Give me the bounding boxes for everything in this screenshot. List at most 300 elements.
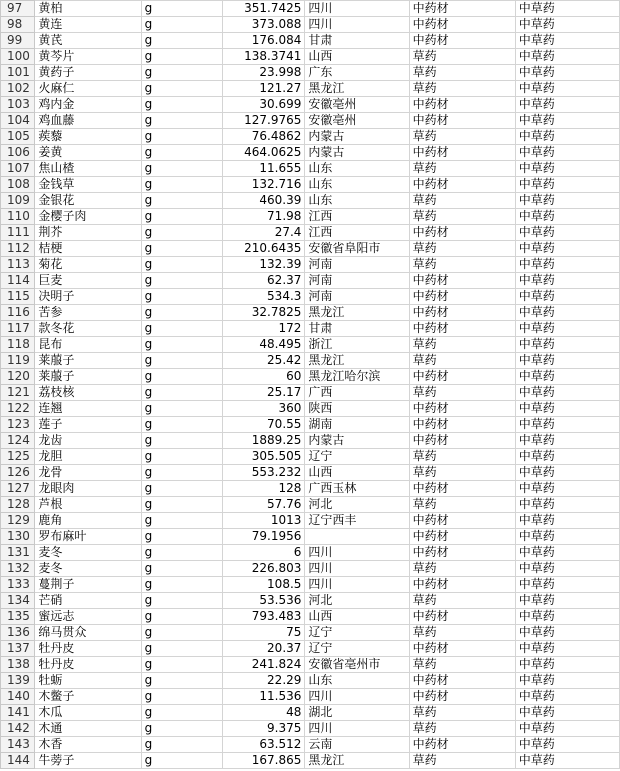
row-number[interactable]: 102	[1, 81, 35, 97]
cell-name[interactable]: 款冬花	[35, 321, 141, 337]
row-number[interactable]: 134	[1, 593, 35, 609]
cell-name[interactable]: 木香	[35, 737, 141, 753]
row-number[interactable]: 115	[1, 289, 35, 305]
cell-origin[interactable]: 安徽省阜阳市	[305, 241, 409, 257]
cell-quantity[interactable]: 351.7425	[223, 1, 305, 17]
cell-category[interactable]: 草药	[409, 337, 515, 353]
cell-category[interactable]: 中药材	[409, 417, 515, 433]
cell-unit[interactable]: g	[141, 609, 223, 625]
cell-category[interactable]: 中药材	[409, 689, 515, 705]
cell-category[interactable]: 草药	[409, 625, 515, 641]
cell-origin[interactable]: 陕西	[305, 401, 409, 417]
cell-unit[interactable]: g	[141, 417, 223, 433]
row-number[interactable]: 142	[1, 721, 35, 737]
cell-origin[interactable]: 甘肃	[305, 321, 409, 337]
row-number[interactable]: 116	[1, 305, 35, 321]
cell-unit[interactable]: g	[141, 593, 223, 609]
cell-name[interactable]: 木通	[35, 721, 141, 737]
cell-unit[interactable]: g	[141, 385, 223, 401]
cell-origin[interactable]: 内蒙古	[305, 433, 409, 449]
row-number[interactable]: 98	[1, 17, 35, 33]
row-number[interactable]: 121	[1, 385, 35, 401]
cell-unit[interactable]: g	[141, 721, 223, 737]
cell-origin[interactable]: 河南	[305, 257, 409, 273]
cell-category[interactable]: 中药材	[409, 177, 515, 193]
row-number[interactable]: 130	[1, 529, 35, 545]
cell-type[interactable]: 中草药	[515, 209, 619, 225]
cell-quantity[interactable]: 1013	[223, 513, 305, 529]
cell-quantity[interactable]: 373.088	[223, 17, 305, 33]
cell-name[interactable]: 芒硝	[35, 593, 141, 609]
cell-type[interactable]: 中草药	[515, 753, 619, 769]
row-number[interactable]: 127	[1, 481, 35, 497]
cell-name[interactable]: 金樱子肉	[35, 209, 141, 225]
cell-unit[interactable]: g	[141, 145, 223, 161]
cell-category[interactable]: 草药	[409, 241, 515, 257]
cell-origin[interactable]: 湖北	[305, 705, 409, 721]
cell-type[interactable]: 中草药	[515, 81, 619, 97]
row-number[interactable]: 129	[1, 513, 35, 529]
cell-type[interactable]: 中草药	[515, 129, 619, 145]
cell-category[interactable]: 中药材	[409, 369, 515, 385]
cell-quantity[interactable]: 22.29	[223, 673, 305, 689]
cell-quantity[interactable]: 553.232	[223, 465, 305, 481]
cell-category[interactable]: 中药材	[409, 273, 515, 289]
cell-type[interactable]: 中草药	[515, 305, 619, 321]
cell-type[interactable]: 中草药	[515, 161, 619, 177]
cell-name[interactable]: 麦冬	[35, 561, 141, 577]
cell-unit[interactable]: g	[141, 449, 223, 465]
cell-quantity[interactable]: 48.495	[223, 337, 305, 353]
cell-origin[interactable]: 山东	[305, 177, 409, 193]
cell-origin[interactable]: 广西玉林	[305, 481, 409, 497]
cell-type[interactable]: 中草药	[515, 641, 619, 657]
cell-unit[interactable]: g	[141, 433, 223, 449]
cell-quantity[interactable]: 127.9765	[223, 113, 305, 129]
cell-unit[interactable]: g	[141, 337, 223, 353]
cell-origin[interactable]: 辽宁	[305, 449, 409, 465]
cell-type[interactable]: 中草药	[515, 33, 619, 49]
row-number[interactable]: 99	[1, 33, 35, 49]
cell-type[interactable]: 中草药	[515, 417, 619, 433]
cell-unit[interactable]: g	[141, 577, 223, 593]
cell-category[interactable]: 草药	[409, 497, 515, 513]
cell-unit[interactable]: g	[141, 33, 223, 49]
cell-name[interactable]: 绵马贯众	[35, 625, 141, 641]
cell-name[interactable]: 莱菔子	[35, 369, 141, 385]
cell-quantity[interactable]: 121.27	[223, 81, 305, 97]
cell-origin[interactable]: 四川	[305, 17, 409, 33]
row-number[interactable]: 100	[1, 49, 35, 65]
cell-name[interactable]: 决明子	[35, 289, 141, 305]
cell-type[interactable]: 中草药	[515, 337, 619, 353]
cell-name[interactable]: 巨麦	[35, 273, 141, 289]
cell-unit[interactable]: g	[141, 241, 223, 257]
cell-name[interactable]: 莱菔子	[35, 353, 141, 369]
cell-category[interactable]: 草药	[409, 49, 515, 65]
cell-unit[interactable]: g	[141, 657, 223, 673]
row-number[interactable]: 128	[1, 497, 35, 513]
row-number[interactable]: 139	[1, 673, 35, 689]
cell-type[interactable]: 中草药	[515, 241, 619, 257]
cell-unit[interactable]: g	[141, 225, 223, 241]
cell-unit[interactable]: g	[141, 257, 223, 273]
cell-unit[interactable]: g	[141, 113, 223, 129]
cell-origin[interactable]: 四川	[305, 561, 409, 577]
cell-category[interactable]: 中药材	[409, 609, 515, 625]
cell-quantity[interactable]: 128	[223, 481, 305, 497]
cell-category[interactable]: 中药材	[409, 737, 515, 753]
cell-quantity[interactable]: 76.4862	[223, 129, 305, 145]
cell-name[interactable]: 姜黄	[35, 145, 141, 161]
cell-name[interactable]: 龙胆	[35, 449, 141, 465]
cell-quantity[interactable]: 172	[223, 321, 305, 337]
cell-type[interactable]: 中草药	[515, 513, 619, 529]
cell-unit[interactable]: g	[141, 289, 223, 305]
cell-category[interactable]: 中药材	[409, 577, 515, 593]
cell-unit[interactable]: g	[141, 273, 223, 289]
cell-unit[interactable]: g	[141, 545, 223, 561]
cell-type[interactable]: 中草药	[515, 401, 619, 417]
cell-name[interactable]: 牡丹皮	[35, 641, 141, 657]
cell-origin[interactable]: 山东	[305, 673, 409, 689]
row-number[interactable]: 143	[1, 737, 35, 753]
cell-type[interactable]: 中草药	[515, 609, 619, 625]
cell-origin[interactable]: 甘肃	[305, 33, 409, 49]
row-number[interactable]: 97	[1, 1, 35, 17]
cell-origin[interactable]: 江西	[305, 209, 409, 225]
cell-unit[interactable]: g	[141, 497, 223, 513]
cell-category[interactable]: 草药	[409, 209, 515, 225]
cell-unit[interactable]: g	[141, 705, 223, 721]
cell-name[interactable]: 龙骨	[35, 465, 141, 481]
cell-origin[interactable]: 山东	[305, 161, 409, 177]
cell-name[interactable]: 黄芩片	[35, 49, 141, 65]
cell-type[interactable]: 中草药	[515, 673, 619, 689]
cell-quantity[interactable]: 11.536	[223, 689, 305, 705]
cell-quantity[interactable]: 25.42	[223, 353, 305, 369]
cell-category[interactable]: 草药	[409, 161, 515, 177]
cell-quantity[interactable]: 70.55	[223, 417, 305, 433]
cell-origin[interactable]: 广西	[305, 385, 409, 401]
row-number[interactable]: 131	[1, 545, 35, 561]
cell-quantity[interactable]: 53.536	[223, 593, 305, 609]
cell-origin[interactable]: 黑龙江	[305, 353, 409, 369]
cell-name[interactable]: 荆芥	[35, 225, 141, 241]
cell-category[interactable]: 草药	[409, 561, 515, 577]
cell-type[interactable]: 中草药	[515, 593, 619, 609]
cell-type[interactable]: 中草药	[515, 369, 619, 385]
cell-quantity[interactable]: 62.37	[223, 273, 305, 289]
cell-origin[interactable]: 安徽亳州	[305, 97, 409, 113]
cell-category[interactable]: 中药材	[409, 305, 515, 321]
cell-origin[interactable]: 河北	[305, 593, 409, 609]
cell-name[interactable]: 荔枝核	[35, 385, 141, 401]
cell-category[interactable]: 草药	[409, 129, 515, 145]
cell-type[interactable]: 中草药	[515, 193, 619, 209]
cell-quantity[interactable]: 9.375	[223, 721, 305, 737]
cell-origin[interactable]	[305, 529, 409, 545]
cell-type[interactable]: 中草药	[515, 529, 619, 545]
cell-unit[interactable]: g	[141, 529, 223, 545]
cell-category[interactable]: 中药材	[409, 545, 515, 561]
cell-origin[interactable]: 河南	[305, 289, 409, 305]
row-number[interactable]: 108	[1, 177, 35, 193]
row-number[interactable]: 112	[1, 241, 35, 257]
cell-name[interactable]: 鸡血藤	[35, 113, 141, 129]
cell-quantity[interactable]: 30.699	[223, 97, 305, 113]
cell-origin[interactable]: 辽宁西丰	[305, 513, 409, 529]
cell-quantity[interactable]: 11.655	[223, 161, 305, 177]
cell-quantity[interactable]: 75	[223, 625, 305, 641]
cell-type[interactable]: 中草药	[515, 561, 619, 577]
row-number[interactable]: 124	[1, 433, 35, 449]
cell-name[interactable]: 黄连	[35, 17, 141, 33]
cell-type[interactable]: 中草药	[515, 113, 619, 129]
cell-type[interactable]: 中草药	[515, 689, 619, 705]
cell-name[interactable]: 焦山楂	[35, 161, 141, 177]
cell-unit[interactable]: g	[141, 369, 223, 385]
cell-category[interactable]: 中药材	[409, 433, 515, 449]
cell-category[interactable]: 草药	[409, 753, 515, 769]
cell-category[interactable]: 中药材	[409, 513, 515, 529]
cell-origin[interactable]: 辽宁	[305, 641, 409, 657]
row-number[interactable]: 120	[1, 369, 35, 385]
cell-origin[interactable]: 四川	[305, 689, 409, 705]
cell-origin[interactable]: 山西	[305, 49, 409, 65]
cell-name[interactable]: 木瓜	[35, 705, 141, 721]
cell-category[interactable]: 草药	[409, 193, 515, 209]
cell-quantity[interactable]: 132.39	[223, 257, 305, 273]
cell-type[interactable]: 中草药	[515, 321, 619, 337]
cell-quantity[interactable]: 57.76	[223, 497, 305, 513]
cell-unit[interactable]: g	[141, 305, 223, 321]
cell-quantity[interactable]: 60	[223, 369, 305, 385]
cell-type[interactable]: 中草药	[515, 465, 619, 481]
cell-origin[interactable]: 四川	[305, 1, 409, 17]
cell-name[interactable]: 火麻仁	[35, 81, 141, 97]
row-number[interactable]: 119	[1, 353, 35, 369]
cell-quantity[interactable]: 460.39	[223, 193, 305, 209]
cell-quantity[interactable]: 79.1956	[223, 529, 305, 545]
cell-origin[interactable]: 湖南	[305, 417, 409, 433]
cell-category[interactable]: 草药	[409, 593, 515, 609]
cell-type[interactable]: 中草药	[515, 705, 619, 721]
cell-name[interactable]: 金银花	[35, 193, 141, 209]
row-number[interactable]: 113	[1, 257, 35, 273]
cell-name[interactable]: 龙齿	[35, 433, 141, 449]
cell-unit[interactable]: g	[141, 673, 223, 689]
cell-name[interactable]: 牛蒡子	[35, 753, 141, 769]
cell-type[interactable]: 中草药	[515, 385, 619, 401]
cell-type[interactable]: 中草药	[515, 17, 619, 33]
row-number[interactable]: 111	[1, 225, 35, 241]
cell-origin[interactable]: 山东	[305, 193, 409, 209]
cell-type[interactable]: 中草药	[515, 97, 619, 113]
cell-unit[interactable]: g	[141, 353, 223, 369]
cell-unit[interactable]: g	[141, 129, 223, 145]
cell-quantity[interactable]: 20.37	[223, 641, 305, 657]
cell-category[interactable]: 中药材	[409, 97, 515, 113]
cell-unit[interactable]: g	[141, 209, 223, 225]
cell-origin[interactable]: 四川	[305, 577, 409, 593]
row-number[interactable]: 104	[1, 113, 35, 129]
cell-name[interactable]: 黄药子	[35, 65, 141, 81]
cell-quantity[interactable]: 132.716	[223, 177, 305, 193]
cell-name[interactable]: 罗布麻叶	[35, 529, 141, 545]
cell-unit[interactable]: g	[141, 193, 223, 209]
cell-origin[interactable]: 内蒙古	[305, 129, 409, 145]
cell-unit[interactable]: g	[141, 625, 223, 641]
cell-category[interactable]: 草药	[409, 81, 515, 97]
cell-unit[interactable]: g	[141, 737, 223, 753]
cell-quantity[interactable]: 167.865	[223, 753, 305, 769]
cell-unit[interactable]: g	[141, 65, 223, 81]
cell-origin[interactable]: 河南	[305, 273, 409, 289]
cell-unit[interactable]: g	[141, 81, 223, 97]
cell-name[interactable]: 牡蛎	[35, 673, 141, 689]
cell-type[interactable]: 中草药	[515, 577, 619, 593]
row-number[interactable]: 138	[1, 657, 35, 673]
cell-unit[interactable]: g	[141, 97, 223, 113]
cell-category[interactable]: 中药材	[409, 529, 515, 545]
cell-origin[interactable]: 黑龙江哈尔滨	[305, 369, 409, 385]
cell-unit[interactable]: g	[141, 689, 223, 705]
cell-origin[interactable]: 浙江	[305, 337, 409, 353]
cell-name[interactable]: 蒺藜	[35, 129, 141, 145]
row-number[interactable]: 114	[1, 273, 35, 289]
row-number[interactable]: 133	[1, 577, 35, 593]
row-number[interactable]: 140	[1, 689, 35, 705]
cell-category[interactable]: 中药材	[409, 225, 515, 241]
cell-category[interactable]: 草药	[409, 353, 515, 369]
cell-category[interactable]: 中药材	[409, 641, 515, 657]
cell-unit[interactable]: g	[141, 481, 223, 497]
cell-category[interactable]: 草药	[409, 385, 515, 401]
cell-origin[interactable]: 四川	[305, 721, 409, 737]
cell-type[interactable]: 中草药	[515, 49, 619, 65]
cell-type[interactable]: 中草药	[515, 273, 619, 289]
cell-category[interactable]: 草药	[409, 449, 515, 465]
cell-origin[interactable]: 山西	[305, 609, 409, 625]
cell-quantity[interactable]: 6	[223, 545, 305, 561]
cell-origin[interactable]: 河北	[305, 497, 409, 513]
cell-category[interactable]: 草药	[409, 705, 515, 721]
cell-category[interactable]: 中药材	[409, 17, 515, 33]
row-number[interactable]: 106	[1, 145, 35, 161]
cell-category[interactable]: 草药	[409, 721, 515, 737]
row-number[interactable]: 101	[1, 65, 35, 81]
cell-quantity[interactable]: 176.084	[223, 33, 305, 49]
cell-unit[interactable]: g	[141, 17, 223, 33]
cell-name[interactable]: 黄柏	[35, 1, 141, 17]
cell-name[interactable]: 桔梗	[35, 241, 141, 257]
cell-category[interactable]: 草药	[409, 657, 515, 673]
cell-quantity[interactable]: 534.3	[223, 289, 305, 305]
cell-type[interactable]: 中草药	[515, 1, 619, 17]
cell-category[interactable]: 中药材	[409, 1, 515, 17]
cell-name[interactable]: 龙眼肉	[35, 481, 141, 497]
cell-origin[interactable]: 黑龙江	[305, 81, 409, 97]
cell-type[interactable]: 中草药	[515, 289, 619, 305]
cell-unit[interactable]: g	[141, 561, 223, 577]
cell-type[interactable]: 中草药	[515, 625, 619, 641]
cell-name[interactable]: 菊花	[35, 257, 141, 273]
cell-quantity[interactable]: 210.6435	[223, 241, 305, 257]
cell-quantity[interactable]: 27.4	[223, 225, 305, 241]
cell-type[interactable]: 中草药	[515, 353, 619, 369]
cell-quantity[interactable]: 1889.25	[223, 433, 305, 449]
cell-type[interactable]: 中草药	[515, 65, 619, 81]
cell-name[interactable]: 蜜远志	[35, 609, 141, 625]
row-number[interactable]: 144	[1, 753, 35, 769]
cell-quantity[interactable]: 360	[223, 401, 305, 417]
cell-quantity[interactable]: 793.483	[223, 609, 305, 625]
row-number[interactable]: 105	[1, 129, 35, 145]
row-number[interactable]: 109	[1, 193, 35, 209]
cell-name[interactable]: 麦冬	[35, 545, 141, 561]
row-number[interactable]: 117	[1, 321, 35, 337]
cell-category[interactable]: 中药材	[409, 33, 515, 49]
cell-unit[interactable]: g	[141, 465, 223, 481]
cell-type[interactable]: 中草药	[515, 497, 619, 513]
cell-origin[interactable]: 辽宁	[305, 625, 409, 641]
cell-unit[interactable]: g	[141, 401, 223, 417]
cell-type[interactable]: 中草药	[515, 257, 619, 273]
cell-type[interactable]: 中草药	[515, 481, 619, 497]
row-number[interactable]: 135	[1, 609, 35, 625]
cell-origin[interactable]: 内蒙古	[305, 145, 409, 161]
row-number[interactable]: 136	[1, 625, 35, 641]
row-number[interactable]: 103	[1, 97, 35, 113]
cell-name[interactable]: 牡丹皮	[35, 657, 141, 673]
cell-type[interactable]: 中草药	[515, 449, 619, 465]
row-number[interactable]: 126	[1, 465, 35, 481]
cell-category[interactable]: 中药材	[409, 113, 515, 129]
cell-type[interactable]: 中草药	[515, 433, 619, 449]
cell-type[interactable]: 中草药	[515, 177, 619, 193]
cell-unit[interactable]: g	[141, 513, 223, 529]
cell-quantity[interactable]: 464.0625	[223, 145, 305, 161]
cell-category[interactable]: 中药材	[409, 401, 515, 417]
cell-type[interactable]: 中草药	[515, 225, 619, 241]
cell-quantity[interactable]: 23.998	[223, 65, 305, 81]
cell-quantity[interactable]: 305.505	[223, 449, 305, 465]
cell-unit[interactable]: g	[141, 177, 223, 193]
row-number[interactable]: 132	[1, 561, 35, 577]
cell-category[interactable]: 草药	[409, 65, 515, 81]
cell-type[interactable]: 中草药	[515, 721, 619, 737]
cell-name[interactable]: 鹿角	[35, 513, 141, 529]
cell-origin[interactable]: 黑龙江	[305, 753, 409, 769]
cell-name[interactable]: 蔓荆子	[35, 577, 141, 593]
cell-quantity[interactable]: 241.824	[223, 657, 305, 673]
cell-quantity[interactable]: 71.98	[223, 209, 305, 225]
cell-category[interactable]: 中药材	[409, 673, 515, 689]
row-number[interactable]: 118	[1, 337, 35, 353]
cell-category[interactable]: 草药	[409, 257, 515, 273]
cell-origin[interactable]: 山西	[305, 465, 409, 481]
cell-quantity[interactable]: 108.5	[223, 577, 305, 593]
cell-type[interactable]: 中草药	[515, 657, 619, 673]
row-number[interactable]: 125	[1, 449, 35, 465]
cell-unit[interactable]: g	[141, 753, 223, 769]
row-number[interactable]: 123	[1, 417, 35, 433]
cell-category[interactable]: 草药	[409, 465, 515, 481]
cell-unit[interactable]: g	[141, 641, 223, 657]
cell-name[interactable]: 鸡内金	[35, 97, 141, 113]
cell-unit[interactable]: g	[141, 321, 223, 337]
